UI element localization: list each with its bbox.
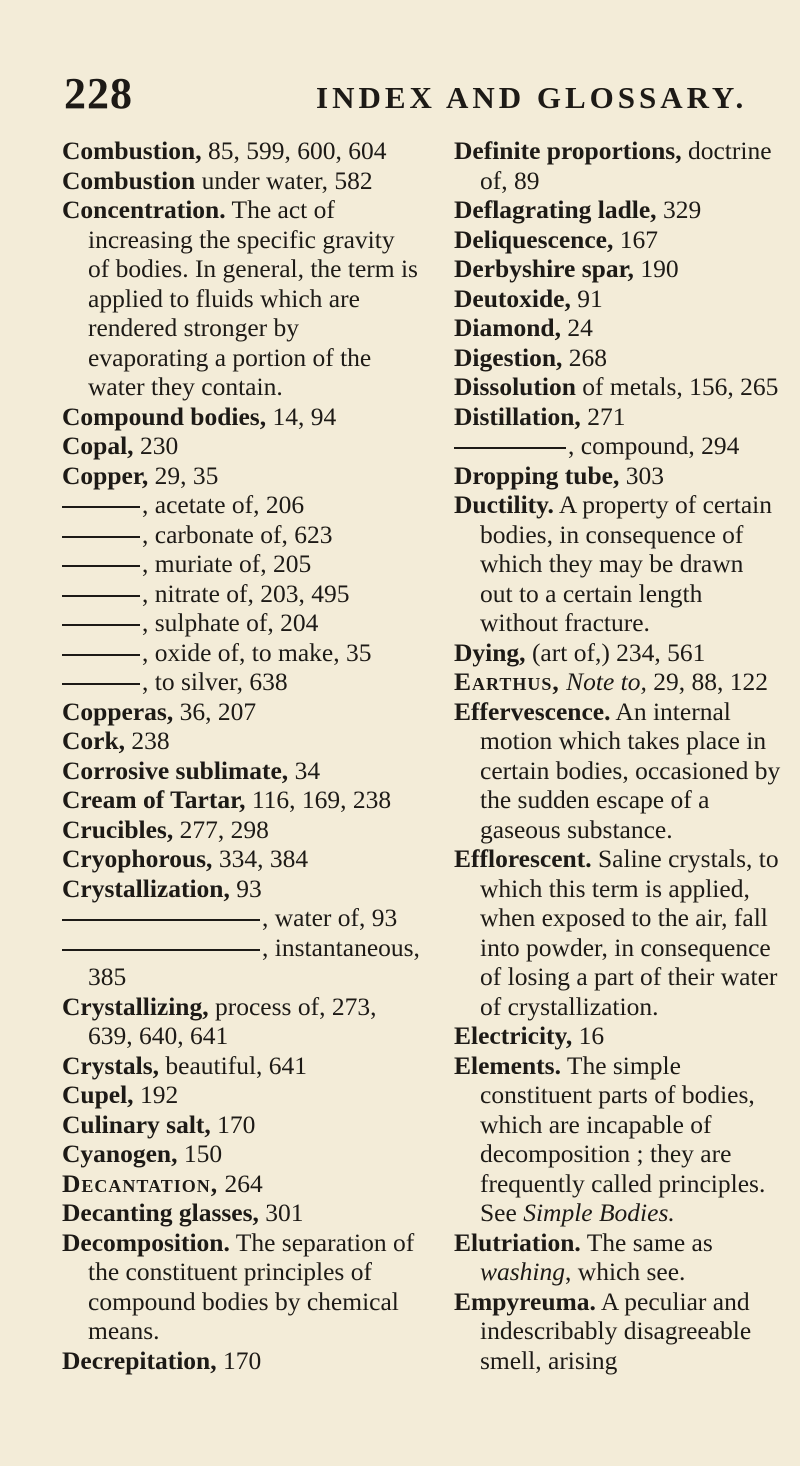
entry-term: Copal,	[62, 431, 134, 460]
entry-text: 116, 169, 238	[245, 785, 392, 814]
entry-term: Cream of Tartar,	[62, 785, 246, 814]
running-head: INDEX AND GLOSSARY.	[316, 80, 748, 115]
index-entry	[62, 490, 422, 520]
index-entry	[62, 461, 422, 491]
index-entry	[454, 402, 782, 432]
ditto-rule	[62, 506, 140, 508]
entry-term: Combustion,	[62, 136, 202, 165]
entry-term: Deutoxide,	[454, 283, 571, 313]
index-entry	[454, 372, 782, 402]
index-entry	[454, 254, 782, 284]
index-entry	[62, 756, 422, 786]
entry-text: beautiful, 641	[159, 1050, 308, 1080]
entry-text: , compound, 294	[568, 431, 740, 460]
entry-term: Cork,	[62, 726, 126, 755]
index-column-left	[62, 136, 422, 1375]
entry-text: 238	[125, 726, 170, 755]
entry-text: 24	[560, 313, 593, 342]
entry-term: Corrosive sublimate,	[62, 755, 289, 785]
entry-text: 277, 298	[173, 814, 269, 844]
entry-term: Elutriation.	[454, 1227, 581, 1257]
entry-text: 150	[177, 1139, 223, 1168]
index-entry	[62, 1169, 422, 1199]
index-entry	[62, 638, 422, 668]
index-entry	[62, 1198, 422, 1228]
index-entry	[62, 933, 422, 992]
entry-text: , to silver, 638	[142, 667, 288, 696]
entry-term: Crystals,	[62, 1050, 160, 1080]
entry-term: Crystallization,	[62, 873, 230, 903]
entry-text: 192	[133, 1080, 179, 1109]
ditto-rule	[62, 595, 140, 597]
index-entry	[62, 431, 422, 461]
index-entry	[454, 638, 782, 668]
entry-text: 93	[229, 873, 262, 903]
index-entry	[454, 667, 782, 697]
entry-text: 36, 207	[173, 696, 257, 726]
ditto-rule	[62, 565, 140, 567]
entry-term: Decantation,	[62, 1168, 219, 1198]
entry-text: , carbonate of, 623	[142, 519, 333, 549]
entry-text: 14, 94	[266, 401, 337, 431]
entry-term: Efflorescent.	[454, 844, 592, 873]
index-column-right	[454, 136, 782, 1375]
entry-text: 301	[258, 1198, 304, 1227]
entry-text: 264	[218, 1168, 263, 1198]
index-entry	[62, 726, 422, 756]
entry-text: The same as	[580, 1227, 713, 1257]
entry-text: , instantaneous, 385	[88, 932, 420, 991]
entry-term: Distillation,	[454, 401, 581, 431]
index-entry	[454, 343, 782, 373]
index-entry	[62, 579, 422, 609]
entry-text: 190	[633, 254, 679, 283]
entry-term: Cyanogen,	[62, 1139, 178, 1168]
entry-term: Copper,	[62, 460, 149, 490]
entry-term: Earthus,	[454, 667, 560, 696]
index-entry	[454, 1287, 782, 1376]
ditto-rule	[62, 654, 140, 656]
page-header	[56, 68, 760, 128]
ditto-rule	[62, 536, 140, 538]
see-reference: See	[480, 1198, 524, 1227]
index-entry	[454, 697, 782, 845]
index-entry	[454, 313, 782, 343]
ditto-rule	[62, 624, 140, 626]
ditto-rule	[454, 447, 566, 449]
entry-text: 329	[656, 195, 702, 224]
index-entry	[62, 1139, 422, 1169]
index-entry	[454, 136, 782, 195]
entry-term: Dropping tube,	[454, 460, 620, 490]
index-entry	[62, 195, 422, 402]
entry-term: Elements.	[454, 1050, 561, 1080]
entry-text: 271	[580, 401, 626, 431]
entry-term: Ductility.	[454, 490, 554, 519]
index-entry	[454, 1228, 782, 1287]
entry-term: Concentration.	[62, 195, 226, 224]
index-entry	[62, 815, 422, 845]
entry-term: Deflagrating ladle,	[454, 195, 657, 224]
index-entry	[62, 1346, 422, 1376]
entry-text: 29, 88, 122	[646, 667, 769, 696]
ditto-rule	[62, 683, 140, 685]
entry-text: , which see.	[565, 1257, 686, 1286]
entry-term: Decrepitation,	[62, 1345, 217, 1375]
entry-text: 170	[216, 1345, 262, 1375]
index-entry	[62, 520, 422, 550]
entry-term: Effervescence.	[454, 696, 611, 726]
entry-text: 167	[613, 224, 658, 254]
entry-text: process of, 273, 639, 640, 641	[88, 991, 377, 1050]
entry-term: Crystallizing,	[62, 991, 209, 1021]
entry-term: Derbyshire spar,	[454, 254, 634, 283]
index-entry	[62, 402, 422, 432]
entry-text: 303	[619, 460, 664, 490]
entry-term: Decomposition.	[62, 1227, 230, 1257]
entry-term: Compound bodies,	[62, 401, 267, 431]
entry-term: Deliquescence,	[454, 224, 614, 254]
page-number: 228	[64, 69, 133, 118]
entry-text: 170	[210, 1109, 256, 1139]
entry-text: 29, 35	[148, 460, 219, 490]
index-entry	[62, 697, 422, 727]
entry-text: The act of increasing the specific gravity of bodies. In general, the term is applied to fluids which are rendered stronger by evaporating a portion of the water they contain.	[88, 195, 418, 401]
entry-text: The separation of the constituent principles of compound bodies by chemical means.	[88, 1227, 415, 1345]
entry-text: , nitrate of, 203, 495	[142, 578, 350, 608]
entry-term: Definite proportions,	[454, 136, 682, 165]
index-entry	[62, 136, 422, 166]
index-entry	[62, 874, 422, 904]
index-entry	[454, 1051, 782, 1228]
index-entry	[454, 844, 782, 1021]
entry-text: 85, 599, 600, 604	[201, 136, 387, 165]
entry-term: Dying,	[454, 637, 526, 667]
index-entry	[454, 461, 782, 491]
index-entry	[62, 1080, 422, 1110]
entry-term: Diamond,	[454, 313, 561, 342]
index-entry	[454, 1021, 782, 1051]
entry-italic: Note to,	[566, 667, 647, 696]
entry-term: Empyreuma.	[454, 1286, 596, 1316]
entry-term: Culinary salt,	[62, 1109, 211, 1139]
entry-text: , water of, 93	[262, 903, 398, 932]
entry-text: An internal motion which takes place in certain bodies, occasioned by the sudden escape of a gaseous substance.	[480, 696, 781, 844]
index-entry	[62, 608, 422, 638]
entry-text: 268	[562, 342, 607, 372]
index-entry	[62, 549, 422, 579]
entry-text: of metals, 156, 265	[575, 372, 779, 401]
index-entry	[454, 225, 782, 255]
entry-text: , sulphate of, 204	[142, 608, 319, 637]
index-entry	[62, 844, 422, 874]
entry-text: 334, 384	[212, 844, 309, 873]
index-entry	[62, 166, 422, 196]
entry-text: , oxide of, to make, 35	[142, 637, 372, 667]
entry-text: 91	[570, 283, 603, 313]
entry-text: Saline crystals, to which this term is applied, when exposed to the air, fall into powder, in consequence of losing a part of their water of crystallization.	[480, 844, 779, 1021]
index-entry	[62, 1051, 422, 1081]
entry-term: Copperas,	[62, 696, 174, 726]
entry-term: Decanting glasses,	[62, 1198, 259, 1227]
index-entry	[62, 1110, 422, 1140]
entry-text: 16	[572, 1021, 605, 1050]
entry-text: doctrine of, 89	[480, 136, 772, 195]
entry-text: The simple constituent parts of bodies, which are incapable of decomposition ; they are frequently called principles.	[480, 1050, 766, 1198]
entry-text: 34	[288, 755, 321, 785]
entry-italic: washing	[480, 1257, 566, 1286]
entry-text: , acetate of, 206	[142, 490, 305, 519]
index-entry	[454, 195, 782, 225]
index-entry	[62, 903, 422, 933]
entry-term: Dissolution	[454, 372, 576, 401]
index-entry	[62, 785, 422, 815]
index-entry	[62, 992, 422, 1051]
entry-text: under water, 582	[195, 165, 373, 195]
ditto-rule	[62, 949, 260, 951]
index-entry	[62, 1228, 422, 1346]
entry-term: Cryophorous,	[62, 844, 213, 873]
entry-text: (art of,) 234, 561	[525, 637, 706, 667]
entry-text: 230	[133, 431, 179, 460]
entry-term: Crucibles,	[62, 814, 174, 844]
index-entry	[454, 284, 782, 314]
entry-text: A property of certain bodies, in consequence of which they may be drawn out to a certain length without fracture.	[480, 490, 772, 637]
entry-text: , muriate of, 205	[142, 549, 312, 578]
index-entry	[454, 431, 782, 461]
entry-term: Combustion	[62, 165, 196, 195]
see-reference-target: Simple Bodies.	[523, 1198, 675, 1227]
ditto-rule	[62, 919, 260, 921]
index-entry	[62, 667, 422, 697]
entry-term: Electricity,	[454, 1021, 573, 1050]
entry-term: Cupel,	[62, 1080, 134, 1109]
entry-text: A peculiar and indescribably disagreeable smell, arising	[480, 1286, 752, 1375]
entry-term: Digestion,	[454, 342, 563, 372]
index-entry	[454, 490, 782, 638]
